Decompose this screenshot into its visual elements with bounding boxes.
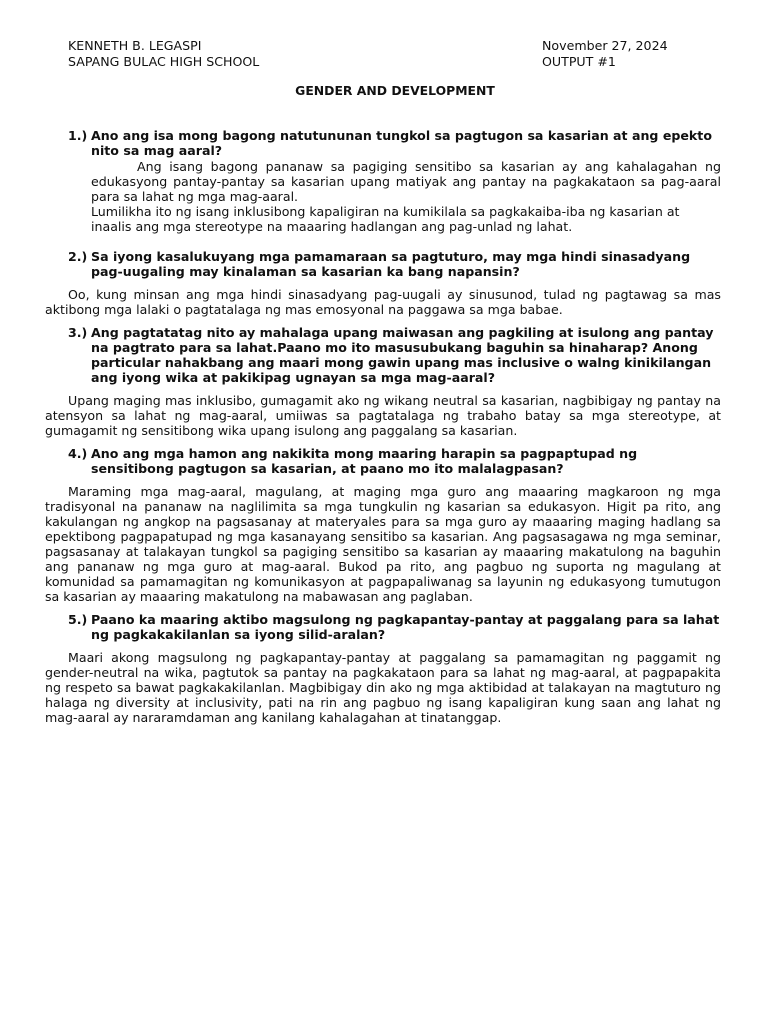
author-name: KENNETH B. LEGASPI xyxy=(68,38,202,53)
question-1 xyxy=(45,128,721,158)
answer-1-paragraph-1 xyxy=(45,159,721,204)
question-text: Sa iyong kasalukuyang mga pamamaraan sa pagtuturo, may mga hindi sinasadyang pag-uugaling may kinalaman sa kasarian ka bang napansin? xyxy=(91,249,691,279)
answer-5 xyxy=(45,650,721,725)
question-number: 2.) xyxy=(68,249,88,264)
answer-text: Lumilikha ito ng isang inklusibong kapaligiran na kumikilala sa pagkakaiba-iba ng kasarian at inaalis ang mga stereotype na maaaring hadlangan ang pag-unlad ng lahat. xyxy=(91,204,680,234)
question-3 xyxy=(45,325,721,385)
question-number: 5.) xyxy=(68,612,88,627)
document-title: GENDER AND DEVELOPMENT xyxy=(295,83,495,98)
question-5 xyxy=(45,612,721,642)
answer-3 xyxy=(45,393,721,438)
question-text: Paano ka maaring aktibo magsulong ng pagkapantay-pantay at paggalang para sa lahat ng pagkakakilanlan sa iyong silid-aralan? xyxy=(91,612,720,642)
answer-4 xyxy=(45,484,721,604)
document-body xyxy=(45,128,721,725)
question-number: 1.) xyxy=(68,128,88,143)
header-left xyxy=(68,38,259,70)
question-2 xyxy=(45,249,721,279)
answer-text: Oo, kung minsan ang mga hindi sinasadyang pag-uugali ay sinusunod, tulad ng pagtawag sa mas aktibong mga lalaki o pagtatalaga ng mas emosyonal na paggawa sa mga babae. xyxy=(45,287,721,317)
question-text: Ano ang mga hamon ang nakikita mong maaring harapin sa pagpaptupad ng sensitibong pagtugon sa kasarian, at paano mo ito malalagpasan? xyxy=(91,446,638,476)
question-text: Ano ang isa mong bagong natutununan tungkol sa pagtugon sa kasarian at ang epekto nito sa mag aaral? xyxy=(91,128,712,158)
document-date: November 27, 2024 xyxy=(542,38,668,53)
answer-text: Upang maging mas inklusibo, gumagamit ako ng wikang neutral sa kasarian, nagbibigay ng pantay na atensyon sa lahat ng mag-aaral, umiiwas sa pagtatalaga ng trabaho batay sa mga stereotype, at gumagamit ng sensitibong wika upang isulong ang paggalang sa kasarian. xyxy=(45,393,721,438)
question-number: 3.) xyxy=(68,325,88,340)
question-number: 4.) xyxy=(68,446,88,461)
header-right xyxy=(542,38,668,70)
answer-text: Ang isang bagong pananaw sa pagiging sensitibo sa kasarian ay ang kahalagahan ng edukasyong pantay-pantay sa kasarian upang matiyak ang pantay na pagkakataon sa pag-aaral para sa lahat ng mga mag-aaral. xyxy=(91,159,721,204)
answer-text: Maari akong magsulong ng pagkapantay-pantay at paggalang sa pamamagitan ng paggamit ng gender-neutral na wika, pagtutok sa pantay na pagkakataon para sa lahat ng mag-aaral, at pagpapakita ng respeto sa bawat pagkakakilanlan. Magbibigay din ako ng mga aktibidad at talakayan na magtuturo ng halaga ng diversity at inclusivity, pati na rin ang pagbuo ng isang kapaligiran kung saan ang lahat ng mag-aaral ay nararamdaman ang kanilang kahalagahan at tinatanggap. xyxy=(45,650,721,725)
answer-text: Maraming mga mag-aaral, magulang, at maging mga guro ang maaaring magkaroon ng mga tradisyonal na pananaw na naglilimita sa mga tungkulin ng kasarian sa edukasyon. Higit pa rito, ang kakulangan ng angkop na pagsasanay at materyales para sa mga guro ay maaaring maging hadlang sa epektibong pagpapatupad ng mga kasanayang sensitibo sa kasarian. Ang pagsasagawa ng mga seminar, pagsasanay at talakayan tungkol sa pagiging sensitibo sa kasarian ay maaaring makatulong na baguhin ang pananaw ng mga guro at mag-aaral. Bukod pa rito, ang pagbuo ng suporta ng magulang at komunidad sa pamamagitan ng komunikasyon at pagpapaliwanag sa layunin ng edukasyong tumutugon sa kasarian ay maaaring makatulong na mabawasan ang paglaban. xyxy=(45,484,721,604)
question-4 xyxy=(45,446,721,476)
answer-2 xyxy=(45,287,721,317)
answer-1-paragraph-2 xyxy=(45,204,721,234)
school-name: SAPANG BULAC HIGH SCHOOL xyxy=(68,54,260,69)
question-text: Ang pagtatatag nito ay mahalaga upang maiwasan ang pagkiling at isulong ang pantay na pagtrato para sa lahat.Paano mo ito masusubukang baguhin sa hinaharap? Anong particular nahakbang ang maari mong gawin upang mas inclusive o walng kinikilangan ang iyong wika at pakikipag ugnayan sa mga mag-aaral? xyxy=(91,325,714,385)
output-number: OUTPUT #1 xyxy=(542,54,616,69)
